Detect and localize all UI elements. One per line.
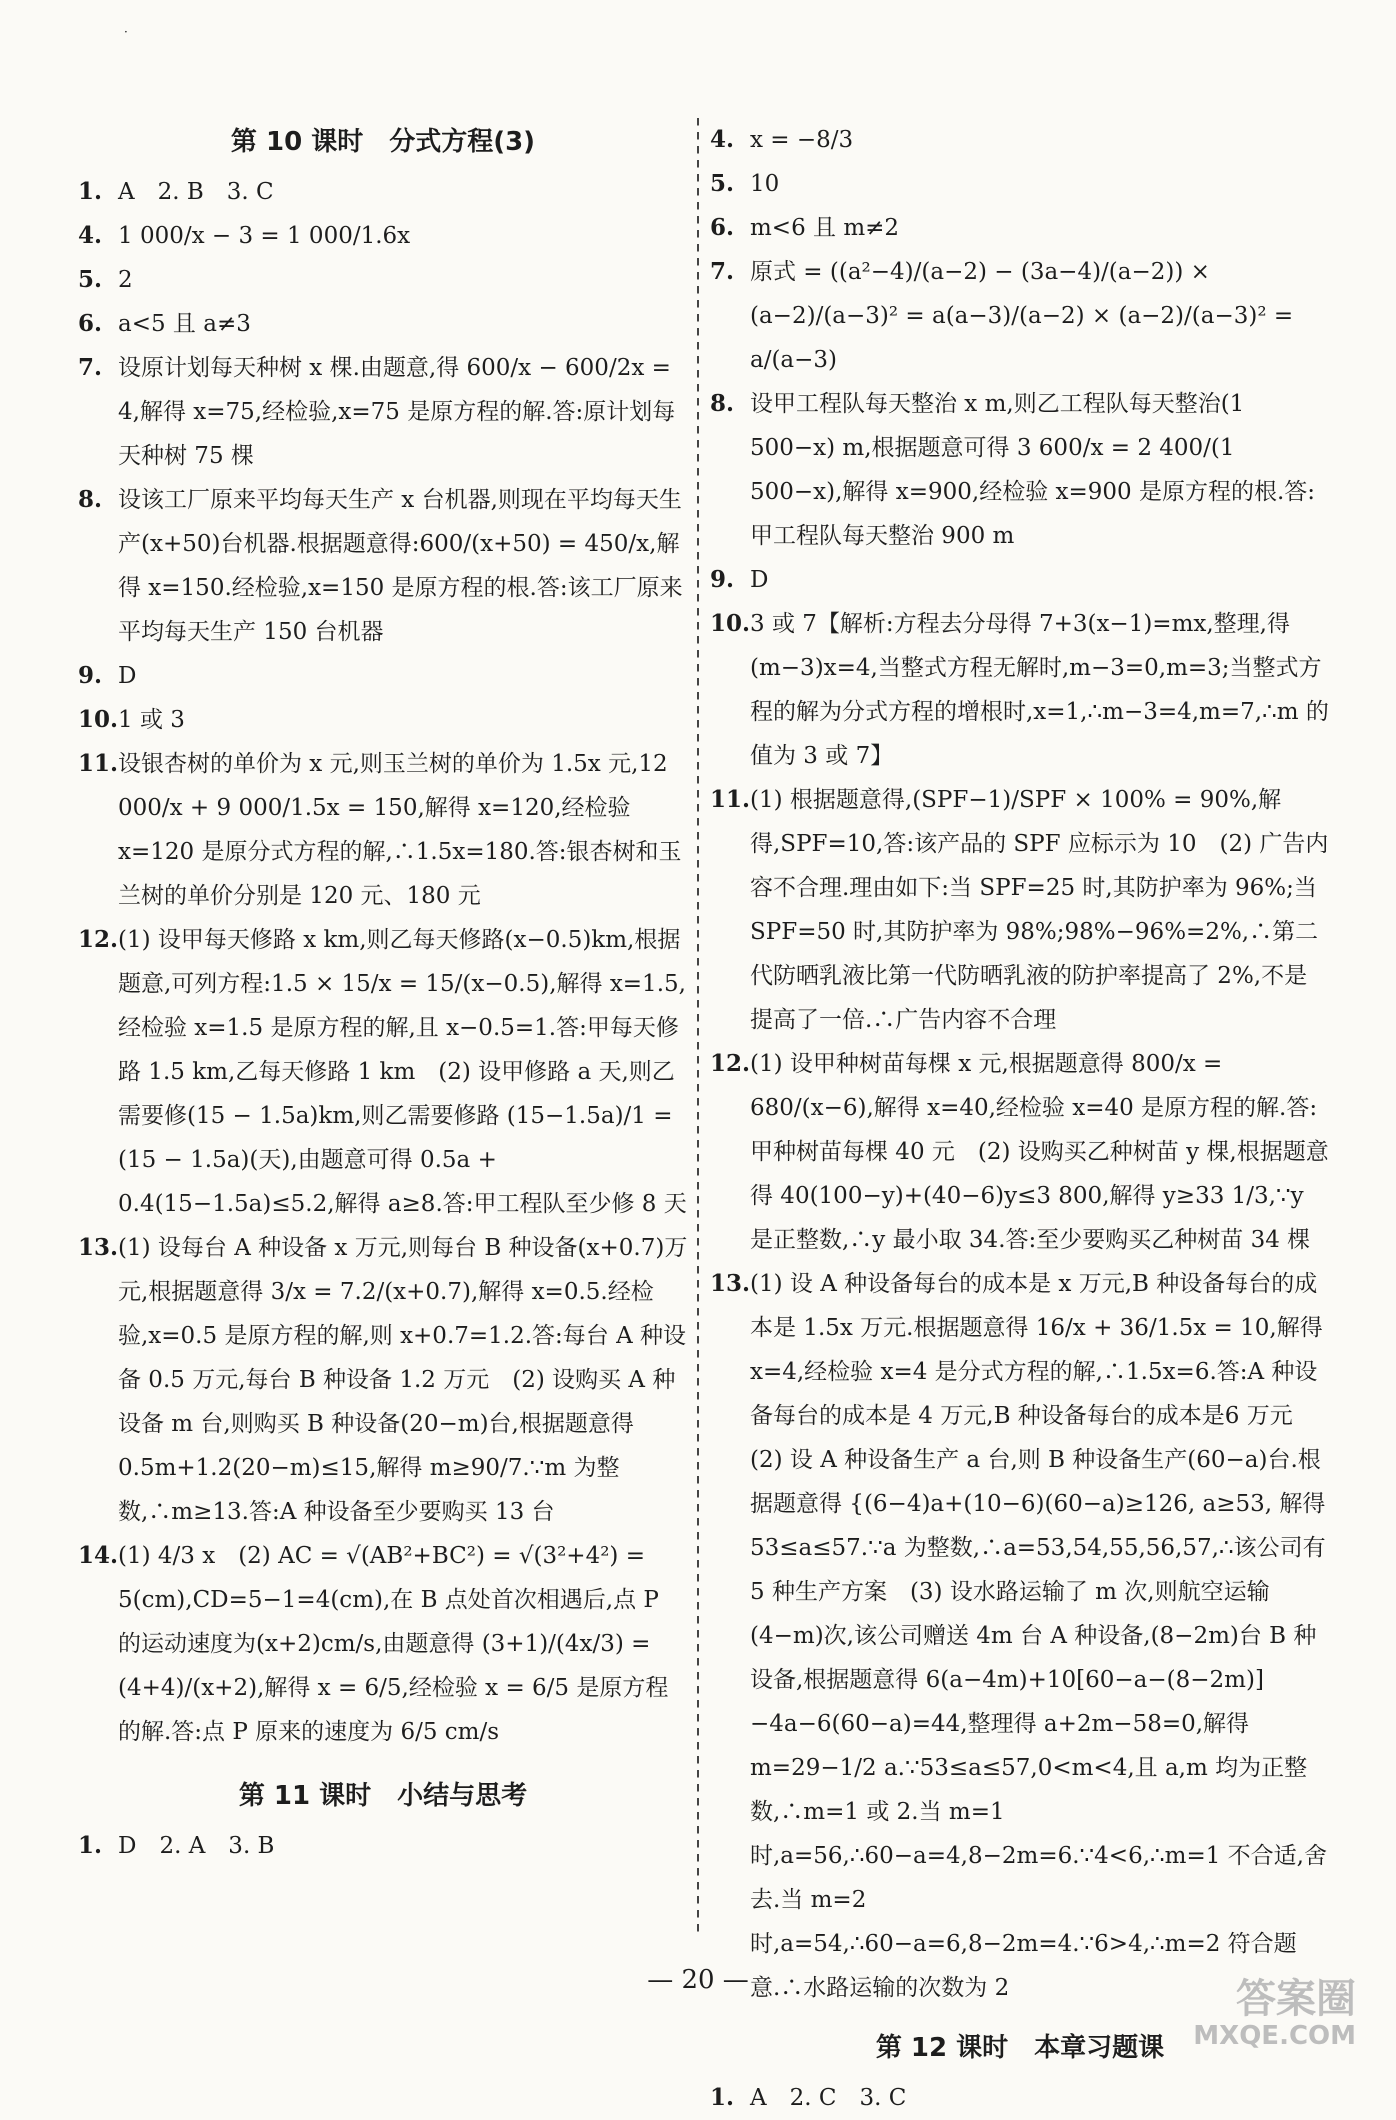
answer-item (710, 602, 1330, 778)
answer-text: A 2. C 3. C (750, 2085, 907, 2111)
answer-list (710, 118, 1330, 2010)
answer-number: 10. (78, 706, 119, 733)
answer-item (710, 1262, 1330, 2010)
left-column (78, 118, 688, 1868)
answer-item (710, 558, 1330, 602)
answer-item (710, 118, 1330, 162)
answer-text: 设该工厂原来平均每天生产 x 台机器,则现在平均每天生产(x+50)台机器.根据题意得:600/(x+50) = 450/x,解得 x=150.经检验,x=150 是原方程的根.答:该工厂原来平均每天生产 150 台机器 (118, 487, 683, 645)
answer-item (78, 346, 688, 478)
answer-number: 5. (710, 170, 735, 197)
answer-number: 8. (78, 486, 103, 513)
answer-number: 8. (710, 390, 735, 417)
answer-item (78, 654, 688, 698)
answer-item (78, 302, 688, 346)
answer-item (78, 742, 688, 918)
answer-number: 4. (78, 222, 103, 249)
answer-text: A 2. B 3. C (118, 179, 274, 205)
answer-text: m<6 且 m≠2 (750, 215, 900, 241)
answer-text: (1) 设 A 种设备每台的成本是 x 万元,B 种设备每台的成本是 1.5x 万元.根据题意得 16/x + 36/1.5x = 10,解得 x=4,经检验 x=4 是分式方程的解,∴1.5x=6.答:A 种设备每台的成本是 4 万元,B 种设备每台的成本是6 万元 (2) 设 A 种设备生产 a 台,则 B 种设备生产(60−a)台.根据题意得 {(6−4)a+(10−6)(60−a)≥126, a≥53, 解得 53≤a≤57.∵a 为整数,∴a=53,54,55,56,57,∴该公司有 5 种生产方案 (3) 设水路运输了 m 次,则航空运输(4−m)次,该公司赠送 4m 台 A 种设备,(8−2m)台 B 种设备,根据题意得 6(a−4m)+10[60−a−(8−2m)]−4a−6(60−a)=44,整理得 a+2m−58=0,解得m=29−1/2 a.∵53≤a≤57,0<m<4,且 a,m 均为正整数,∴m=1 或 2.当 m=1 时,a=56,∴60−a=4,8−2m=6.∵4<6,∴m=1 不合适,舍去.当 m=2 时,a=54,∴60−a=6,8−2m=4.∵6>4,∴m=2 符合题意.∴水路运输的次数为 2 (750, 1271, 1327, 2001)
answer-item (710, 162, 1330, 206)
answer-number: 13. (710, 1270, 751, 1297)
answer-text: 设甲工程队每天整治 x m,则乙工程队每天整治(1 500−x) m,根据题意可得 3 600/x = 2 400/(1 500−x),解得 x=900,经检验 x=900 是原方程的根.答:甲工程队每天整治 900 m (750, 391, 1316, 549)
column-divider (697, 118, 699, 1938)
answer-number: 9. (710, 566, 735, 593)
answer-item (710, 250, 1330, 382)
answer-item (78, 918, 688, 1226)
answer-list (78, 170, 688, 1754)
answer-item (78, 1534, 688, 1754)
answer-list (78, 1824, 688, 1868)
answer-item (710, 778, 1330, 1042)
answer-number: 6. (710, 214, 735, 241)
answer-text: 原式 = ((a²−4)/(a−2) − (3a−4)/(a−2)) × (a−2)/(a−3)² = a(a−3)/(a−2) × (a−2)/(a−3)² = a/(a−3) (750, 259, 1294, 373)
answer-text: (1) 设甲种树苗每棵 x 元,根据题意得 800/x = 680/(x−6),解得 x=40,经检验 x=40 是原方程的解.答:甲种树苗每棵 40 元 (2) 设购买乙种树苗 y 棵,根据题意得 40(100−y)+(40−6)y≤3 800,解得 y≥33 1/3,∵y 是正整数,∴y 最小取 34.答:至少要购买乙种树苗 34 棵 (750, 1051, 1329, 1253)
answer-number: 14. (78, 1542, 119, 1569)
answer-text: 设原计划每天种树 x 棵.由题意,得 600/x − 600/2x = 4,解得 x=75,经检验,x=75 是原方程的解.答:原计划每天种树 75 棵 (118, 355, 676, 469)
answer-text: x = −8/3 (750, 127, 854, 153)
answer-item (710, 2076, 1330, 2120)
answer-item (78, 214, 688, 258)
answer-number: 9. (78, 662, 103, 689)
answer-text: D (118, 663, 137, 689)
answer-text: (1) 设甲每天修路 x km,则乙每天修路(x−0.5)km,根据题意,可列方程:1.5 × 15/x = 15/(x−0.5),解得 x=1.5,经检验 x=1.5 是原方程的解,且 x−0.5=1.答:甲每天修路 1.5 km,乙每天修路 1 km (2) 设甲修路 a 天,则乙需要修(15 − 1.5a)km,则乙需要修路 (15−1.5a)/1 = (15 − 1.5a)(天),由题意可得 0.5a + 0.4(15−1.5a)≤5.2,解得 a≥8.答:甲工程队至少修 8 天 (118, 927, 687, 1217)
answer-text: a<5 且 a≠3 (118, 311, 251, 337)
answer-item (78, 698, 688, 742)
answer-text: 3 或 7【解析:方程去分母得 7+3(x−1)=mx,整理,得(m−3)x=4,当整式方程无解时,m−3=0,m=3;当整式方程的解为分式方程的增根时,x=1,∴m−3=4,m=7,∴m 的值为 3 或 7】 (750, 611, 1329, 769)
page-number: — 20 — (647, 1965, 749, 1995)
section-heading: 第 10 课时 分式方程(3) (230, 127, 536, 157)
answer-text: 10 (750, 171, 780, 197)
answer-text: 2 (118, 267, 133, 293)
answer-number: 1. (710, 2084, 735, 2111)
answer-item (78, 478, 688, 654)
answer-number: 10. (710, 610, 751, 637)
page-mark: · (124, 25, 128, 39)
answer-number: 5. (78, 266, 103, 293)
answer-number: 11. (78, 750, 119, 777)
answer-item (78, 170, 688, 214)
answer-number: 13. (78, 1234, 119, 1261)
answer-text: 1 000/x − 3 = 1 000/1.6x (118, 223, 411, 249)
answer-item (710, 382, 1330, 558)
answer-text: (1) 根据题意得,(SPF−1)/SPF × 100% = 90%,解得,SPF=10,答:该产品的 SPF 应标示为 10 (2) 广告内容不合理.理由如下:当 SPF=25 时,其防护率为 96%;当 SPF=50 时,其防护率为 98%;98%−96%=2%,∴第二代防晒乳液比第一代防晒乳液的防护率提高了 2%,不是提高了一倍.∴广告内容不合理 (750, 787, 1329, 1033)
answer-number: 7. (710, 258, 735, 285)
answer-text: 设银杏树的单价为 x 元,则玉兰树的单价为 1.5x 元,12 000/x + 9 000/1.5x = 150,解得 x=120,经检验 x=120 是原分式方程的解,∴1.5x=180.答:银杏树和玉兰树的单价分别是 120 元、180 元 (118, 751, 682, 909)
answer-number: 6. (78, 310, 103, 337)
answer-item (78, 1226, 688, 1534)
answer-number: 11. (710, 786, 751, 813)
answer-item (78, 1824, 688, 1868)
answer-number: 4. (710, 126, 735, 153)
answer-number: 12. (78, 926, 119, 953)
section-heading: 第 12 课时 本章习题课 (875, 2033, 1165, 2063)
answer-number: 1. (78, 178, 103, 205)
answer-text: D (750, 567, 769, 593)
right-column (710, 118, 1330, 2120)
answer-text: D 2. A 3. B (118, 1833, 275, 1859)
answer-text: (1) 4/3 x (2) AC = √(AB²+BC²) = √(3²+4²) = 5(cm),CD=5−1=4(cm),在 B 点处首次相遇后,点 P 的运动速度为(x+2)cm/s,由题意得 (3+1)/(4x/3) = (4+4)/(x+2),解得 x = 6/5,经检验 x = 6/5 是原方程的解.答:点 P 原来的速度为 6/5 cm/s (118, 1543, 669, 1745)
section-heading: 第 11 课时 小结与思考 (238, 1781, 528, 1811)
answer-item (710, 1042, 1330, 1262)
answer-item (78, 258, 688, 302)
answer-list (710, 2076, 1330, 2120)
answer-text: 1 或 3 (118, 707, 185, 733)
answer-number: 7. (78, 354, 103, 381)
answer-number: 12. (710, 1050, 751, 1077)
answer-number: 1. (78, 1832, 103, 1859)
answer-text: (1) 设每台 A 种设备 x 万元,则每台 B 种设备(x+0.7)万元,根据题意得 3/x = 7.2/(x+0.7),解得 x=0.5.经检验,x=0.5 是原方程的解,则 x+0.7=1.2.答:每台 A 种设备 0.5 万元,每台 B 种设备 1.2 万元 (2) 设购买 A 种设备 m 台,则购买 B 种设备(20−m)台,根据题意得0.5m+1.2(20−m)≤15,解得 m≥90/7.∵m 为整数,∴m≥13.答:A 种设备至少要购买 13 台 (118, 1235, 688, 1525)
watermark-logo: 答案圈 MXQE.COM (1193, 1976, 1356, 2051)
answer-item (710, 206, 1330, 250)
